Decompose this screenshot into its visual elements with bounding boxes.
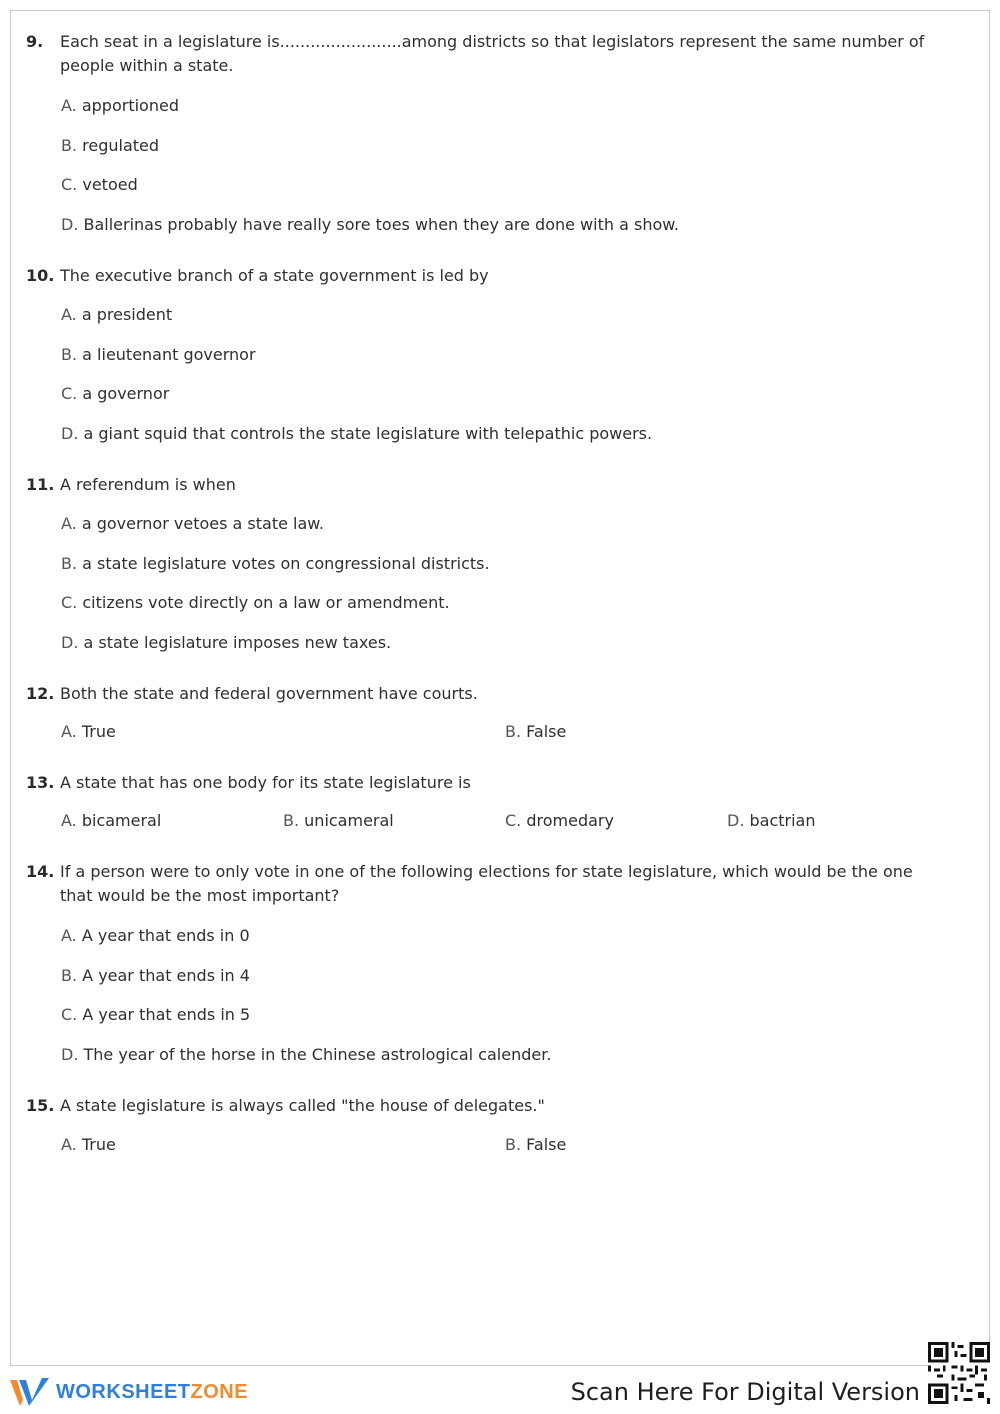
- worksheetzone-w-logo-icon: [10, 1376, 50, 1408]
- scan-instruction: Scan Here For Digital Version: [570, 1378, 920, 1406]
- choice-letter: B.: [61, 345, 78, 364]
- question-number: 11.: [26, 475, 55, 494]
- logo-word-worksheet: WORKSHEET: [56, 1380, 191, 1403]
- question-15: [26, 1094, 946, 1118]
- choice-letter: B.: [283, 811, 300, 830]
- choice-text: a governor vetoes a state law.: [81, 514, 324, 533]
- question-9: [26, 30, 946, 78]
- choice-9d: [61, 215, 679, 235]
- choice-text: A year that ends in 4: [82, 966, 250, 985]
- choice-text: vetoed: [82, 175, 138, 194]
- choice-letter: C.: [61, 175, 78, 194]
- choice-14d: [61, 1045, 551, 1065]
- worksheetzone-logo[interactable]: [10, 1376, 248, 1408]
- question-text: The executive branch of a state government is led by: [60, 266, 489, 285]
- choice-text: A year that ends in 5: [82, 1005, 251, 1024]
- choice-14a: [61, 926, 250, 946]
- choice-letter: A.: [61, 1135, 77, 1154]
- choice-text: a state legislature votes on congressional districts.: [82, 554, 490, 573]
- question-14: [26, 860, 946, 908]
- choice-letter: B.: [61, 966, 78, 985]
- choice-12b: [505, 722, 566, 742]
- choice-text: unicameral: [304, 811, 394, 830]
- choice-letter: B.: [61, 136, 78, 155]
- question-text: Each seat in a legislature is........................among districts so that legislators represent the same number of people within a state.: [60, 32, 925, 75]
- choice-text: apportioned: [81, 96, 179, 115]
- choice-letter: B.: [61, 554, 78, 573]
- choice-15b: [505, 1135, 566, 1155]
- question-number: 13.: [26, 773, 55, 792]
- question-13: [26, 771, 946, 795]
- choice-text: A year that ends in 0: [81, 926, 250, 945]
- qr-code-icon[interactable]: [928, 1342, 990, 1404]
- choice-12a: [61, 722, 116, 742]
- logo-wordmark: [56, 1381, 248, 1404]
- choice-13a: [61, 811, 161, 831]
- choice-letter: C.: [61, 593, 78, 612]
- choice-text: a governor: [82, 384, 170, 403]
- choice-text: citizens vote directly on a law or amendment.: [82, 593, 450, 612]
- choice-letter: B.: [505, 1135, 522, 1154]
- choice-letter: D.: [61, 1045, 79, 1064]
- choice-letter: D.: [61, 424, 79, 443]
- choice-10b: [61, 345, 256, 365]
- question-number: 10.: [26, 266, 55, 285]
- choice-11c: [61, 593, 450, 613]
- choice-9b: [61, 136, 159, 156]
- choice-letter: C.: [61, 384, 78, 403]
- question-text: If a person were to only vote in one of the following elections for state legislature, which would be the one that would be the most important?: [60, 862, 913, 905]
- question-11: [26, 473, 946, 497]
- question-12: [26, 682, 946, 706]
- question-text: A state that has one body for its state legislature is: [60, 773, 471, 792]
- choice-text: regulated: [82, 136, 160, 155]
- choice-text: a state legislature imposes new taxes.: [83, 633, 392, 652]
- choice-text: False: [526, 722, 567, 741]
- choice-text: dromedary: [526, 811, 614, 830]
- logo-word-zone: ZONE: [190, 1380, 249, 1403]
- choice-14b: [61, 966, 250, 986]
- choice-text: False: [526, 1135, 567, 1154]
- choice-letter: A.: [61, 722, 77, 741]
- choice-9c: [61, 175, 138, 195]
- choice-letter: C.: [505, 811, 522, 830]
- choice-15a: [61, 1135, 116, 1155]
- choice-11a: [61, 514, 324, 534]
- question-number: 15.: [26, 1096, 55, 1115]
- choice-text: True: [81, 722, 116, 741]
- choice-letter: A.: [61, 514, 77, 533]
- choice-letter: C.: [61, 1005, 78, 1024]
- choice-11d: [61, 633, 391, 653]
- choice-text: The year of the horse in the Chinese astrological calender.: [83, 1045, 552, 1064]
- choice-text: bactrian: [749, 811, 816, 830]
- choice-10a: [61, 305, 172, 325]
- question-text: Both the state and federal government have courts.: [60, 684, 478, 703]
- choice-letter: A.: [61, 96, 77, 115]
- choice-letter: A.: [61, 926, 77, 945]
- choice-13b: [283, 811, 394, 831]
- question-number: 12.: [26, 684, 55, 703]
- choice-letter: D.: [61, 215, 79, 234]
- question-text: A referendum is when: [60, 475, 236, 494]
- question-text: A state legislature is always called "the house of delegates.": [60, 1096, 545, 1115]
- choice-text: Ballerinas probably have really sore toes when they are done with a show.: [83, 215, 679, 234]
- choice-letter: B.: [505, 722, 522, 741]
- choice-9a: [61, 96, 179, 116]
- choice-text: True: [81, 1135, 116, 1154]
- choice-text: a giant squid that controls the state legislature with telepathic powers.: [83, 424, 653, 443]
- choice-letter: A.: [61, 811, 77, 830]
- question-10: [26, 264, 946, 288]
- choice-11b: [61, 554, 490, 574]
- choice-letter: A.: [61, 305, 77, 324]
- choice-text: a president: [81, 305, 173, 324]
- question-number: 14.: [26, 862, 55, 881]
- choice-text: a lieutenant governor: [82, 345, 256, 364]
- choice-10c: [61, 384, 169, 404]
- choice-letter: D.: [61, 633, 79, 652]
- choice-10d: [61, 424, 652, 444]
- choice-letter: D.: [727, 811, 745, 830]
- choice-13c: [505, 811, 614, 831]
- choice-14c: [61, 1005, 250, 1025]
- choice-text: bicameral: [81, 811, 162, 830]
- question-number: 9.: [26, 32, 44, 51]
- choice-13d: [727, 811, 816, 831]
